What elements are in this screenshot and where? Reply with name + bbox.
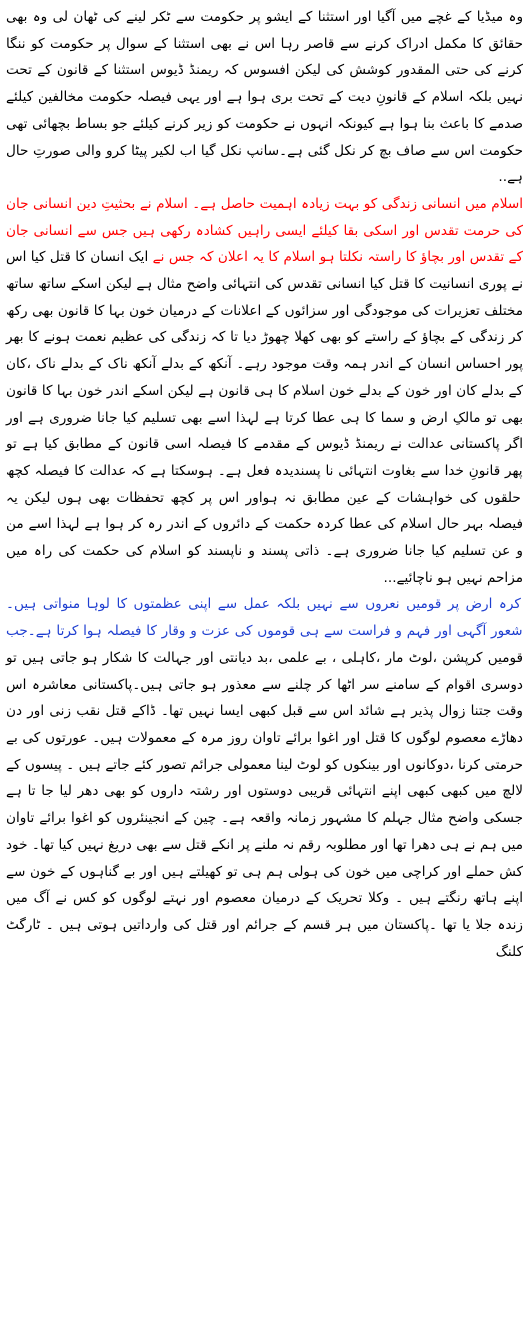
paragraph-nations-and-crime bbox=[6, 591, 523, 965]
text-line: اسلام کا یہ اعلان کہ جس نے bbox=[148, 249, 316, 266]
text-line: کے درمیان خون بہا کا قانون بھی رکھ کر زندگی کے بچاؤ کے راستے کو بھی کھلا bbox=[6, 302, 523, 346]
text-line: مثال ہے لیکن اسکے ساتھ ساتھ مختلف تعزیرات کی موجودگی اور سزائوں کے اعلانات bbox=[6, 276, 523, 319]
text-line: قومیں کرپشن ،لوٹ مار ،کاہلی ، بے علمی ،بد دیانتی اور جہالت کا شکار ہو جاتی ہیں bbox=[16, 649, 523, 666]
text-line: ہے۔سانپ نکل گیا اب لکیر پیٹا کرو والی صورتِ حال ہے.. bbox=[6, 142, 523, 186]
paragraph-islam-sanctity-of-life bbox=[6, 191, 523, 592]
text-line: میں مزاحم نہیں ہو ناچائیے... bbox=[6, 543, 523, 586]
text-line: زمانہ واقعہ ہے۔ چین کے انجینئروں کو اغوا برائے تاوان میں ہم نے ہی دھرا تھا اور bbox=[6, 810, 524, 853]
text-line: معمولات ہیں۔ عورتوں کی بے حرمتی کرنا ،دوکانوں اور بینکوں کو لوٹ لینا معمولی bbox=[6, 729, 523, 773]
text-line: مطلوبہ رقم نہ ملنے پر انکے قتل سے بھی دریغ نہیں کیا تھا۔ خود کش حملے اور کراچی bbox=[6, 836, 524, 880]
text-line: جرائم تصور کئے جاتے ہیں ۔ پیسوں کے لالچ میں کبھی کبھی اپنے انتہائی قریبی bbox=[6, 756, 523, 800]
text-line: تھا ۔پاکستان میں ہر قسم کے جرائم اور قتل کی وارداتیں ہوتی ہیں ۔ ٹارگٹ کلنگ bbox=[6, 916, 523, 960]
text-line: و سما کا ہی عطا کرتا ہے لہذا اسے بھی تسلیم کیا جانا ضروری ہے اور اگر پاکستانی bbox=[6, 409, 524, 453]
text-line: فیصلہ حکومت مخالفین کیلئے صدمے کا باعث بنا ہوا ہے کیونکہ انہوں نے حکومت کو bbox=[6, 89, 523, 132]
text-line: عدالت نے ریمنڈ ڈیوس کے مقدمے کا فیصلہ اسی قانون کے مطابق کیا ہے تو پھر قانونِ bbox=[6, 436, 523, 479]
paragraph-raymond-davis-immunity bbox=[6, 4, 523, 191]
highlighted-text-line: شعور آگہی اور فہم و فراست سے ہی قوموں کی عزت و وقار کا فیصلہ ہوا کرتا ہے۔جب bbox=[6, 623, 523, 640]
text-line: چھوڑ دیا تا کہ زندگی کی عظیم نعمت ہونے کا بھر پور احساس انسان کے اندر ہمہ bbox=[6, 329, 524, 373]
text-line: دوستوں اور رشتہ داروں کو بھی دھر لیا جا تا ہے جسکی واضح مثال جہلم کا مشہور bbox=[6, 783, 523, 827]
text-line: من و عن تسلیم کیا جانا ضروری ہے۔ ذاتی پسند و ناپسند کو اسلام کی حکمت کی راہ bbox=[6, 516, 523, 560]
text-line: حکومت کو ننگا کرنے کی حتی المقدور کوشش کی لیکن افسوس کہ ریمنڈ ڈیوس bbox=[6, 35, 524, 79]
text-line: وہ میڈیا کے غچے میں آگیا اور استثنا کے ایشو پر حکومت سے ٹکر لینے کی ٹھان لی bbox=[47, 9, 524, 25]
text-line: وقت موجود رہے۔ آنکھ کے بدلے آنکھ ناک کے بدلے ناک ،کان کے بدلے کان اور خون کے bbox=[6, 356, 523, 399]
text-line: بدلے خون اسلام کا ہی قانون ہے لیکن اسکے اندر خون بہا کا قانون بھی تو مالکِ ارض bbox=[6, 382, 523, 426]
highlighted-text-line: انسانی جان کی حرمت تقدس اور اسکی بقا کیلئے ایسی راہیں کشادہ رکھی ہیں جس bbox=[6, 195, 523, 239]
text-line: فیصلہ بہر حال اسلام کی عطا کردہ حکمت کے دائروں کے اندر رہ کر ہوا ہے لہذا اسے bbox=[23, 516, 523, 533]
text-line: معاشرہ اس وقت جتنا زوال پذیر ہے شائد اس سے قبل کبھی ایسا نہیں تھا۔ ڈاکے قتل bbox=[6, 676, 523, 720]
highlighted-text-line: اسلام میں انسانی زندگی کو بہت زیادہ اہمیت حاصل ہے۔ اسلام نے بحثیتِ دین bbox=[71, 195, 523, 212]
text-line: زیر کرنے کیلئے جو بساط بچھائی تھی حکومت اس سے صاف بچ کر نکل گئی bbox=[6, 115, 524, 159]
text-line: نقب زنی اور دن دھاڑے معصوم لوگوں کا قتل اور اغوا برائے تاوان روز مرہ کے bbox=[6, 703, 523, 746]
text-line: ایک انسان کا قتل کیا اس نے پوری انسانیت کا قتل کیا انسانی تقدس کی انتہائی واضح bbox=[6, 249, 523, 293]
text-line: خدا سے بغاوت انتہائی نا پسندیدہ فعل ہے۔ ہوسکتا ہے کہ عدالت کا فیصلہ کچھ bbox=[6, 462, 464, 479]
text-line: تو دوسری اقوام کے سامنے سر اٹھا کر چلنے سے معذور ہو جاتی ہیں۔پاکستانی bbox=[6, 649, 523, 693]
highlighted-text-line: سے انسانی جان کے تقدس اور بچاؤ کا راستہ نکلتا ہو bbox=[6, 222, 523, 266]
text-line: استثنا کے قانون کے تحت نہیں بلکہ اسلام کے قانونِ دیت کے تحت بری ہوا ہے اور یہی bbox=[6, 62, 523, 106]
text-line: وہ بھی حقائق کا مکمل ادراک کرنے سے قاصر رہا اس نے بھی استثنا کے سوال پر bbox=[6, 9, 523, 52]
text-line: ہیں ۔ وکلا تحریک کے درمیان معصوم اور نہتے لوگوں کو کس نے آگ میں زندہ جلا یا bbox=[6, 890, 523, 933]
text-line: حلقوں کی خواہشات کے عین مطابق نہ ہواور اس پر کچھ تحفظات بھی ہوں لیکن یہ bbox=[6, 489, 521, 506]
text-line: میں خون کی ہولی ہم ہی تو کھیلتے ہیں اور بے گناہوں کے خون سے اپنے ہاتھ رنگتے bbox=[6, 863, 523, 907]
highlighted-text-line: کرہ ارض پر قومیں نعروں سے نہیں بلکہ عمل سے اپنی عظمتوں کا لوہا منواتی ہیں۔ bbox=[6, 596, 521, 613]
